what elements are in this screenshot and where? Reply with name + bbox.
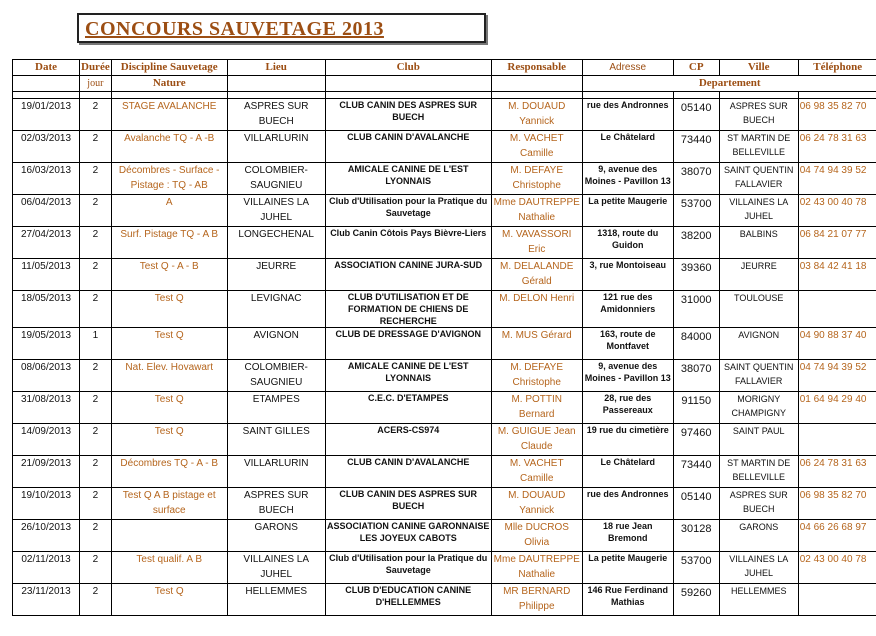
cell-date[interactable]: 11/05/2013 [13, 259, 80, 291]
cell-cp[interactable]: 30128 [673, 520, 719, 552]
table-row[interactable] [13, 259, 876, 291]
cell-adresse[interactable]: 19 rue du cimetière [582, 424, 673, 456]
cell-ville[interactable]: VILLAINES LA JUHEL [719, 195, 798, 227]
cell-discipline[interactable] [111, 520, 227, 552]
cell-cp[interactable]: 97460 [673, 424, 719, 456]
cell-discipline[interactable]: Avalanche TQ - A -B [111, 131, 227, 163]
cell-club[interactable]: CLUB CANIN D'AVALANCHE [325, 131, 491, 163]
cell-telephone[interactable]: 03 84 42 41 18 [798, 259, 876, 291]
concours-table [12, 59, 876, 616]
cell-responsable[interactable]: M. GUIGUE Jean Claude [491, 424, 582, 456]
cell-date[interactable]: 27/04/2013 [13, 227, 80, 259]
cell-discipline[interactable]: Décombres TQ - A - B [111, 456, 227, 488]
cell-club[interactable]: C.E.C. D'ETAMPES [325, 392, 491, 424]
cell-club[interactable]: Club d'Utilisation pour la Pratique du Sauvetage [325, 195, 491, 227]
cell-ville[interactable]: MORIGNY CHAMPIGNY [719, 392, 798, 424]
cell-adresse[interactable]: 1318, route du Guidon [582, 227, 673, 259]
cell-duree[interactable]: 2 [80, 488, 112, 520]
cell-cp[interactable]: 73440 [673, 131, 719, 163]
header-duree: Durée [80, 60, 112, 76]
cell-club[interactable]: CLUB DE DRESSAGE D'AVIGNON [325, 328, 491, 360]
cell-adresse[interactable]: 9, avenue des Moines - Pavillon 13 [582, 163, 673, 195]
cell-club[interactable]: CLUB D'EDUCATION CANINE D'HELLEMMES [325, 584, 491, 616]
cell-telephone[interactable]: 06 98 35 82 70 [798, 99, 876, 131]
table-row[interactable] [13, 328, 876, 360]
header-club: Club [325, 60, 491, 76]
table-row[interactable] [13, 163, 876, 195]
cell-responsable[interactable]: Mme DAUTREPPE Nathalie [491, 195, 582, 227]
cell-telephone[interactable]: 06 24 78 31 63 [798, 456, 876, 488]
cell-date[interactable]: 26/10/2013 [13, 520, 80, 552]
cell-responsable[interactable]: M. DEFAYE Christophe [491, 360, 582, 392]
cell-date[interactable]: 18/05/2013 [13, 291, 80, 328]
cell-date[interactable]: 02/11/2013 [13, 552, 80, 584]
cell-date[interactable]: 23/11/2013 [13, 584, 80, 616]
cell-discipline[interactable]: Test Q [111, 291, 227, 328]
cell-club[interactable]: AMICALE CANINE DE L'EST LYONNAIS [325, 163, 491, 195]
cell-adresse[interactable]: 18 rue Jean Bremond [582, 520, 673, 552]
cell-telephone[interactable]: 06 24 78 31 63 [798, 131, 876, 163]
cell-cp[interactable]: 73440 [673, 456, 719, 488]
header-row-2 [13, 76, 876, 92]
cell-cp[interactable]: 59260 [673, 584, 719, 616]
header-date: Date [13, 60, 80, 76]
cell-ville[interactable]: HELLEMMES [719, 584, 798, 616]
cell-ville[interactable]: TOULOUSE [719, 291, 798, 328]
cell-cp[interactable]: 53700 [673, 552, 719, 584]
cell-telephone[interactable]: 06 98 35 82 70 [798, 488, 876, 520]
cell-lieu[interactable]: VILLAINES LA JUHEL [227, 552, 325, 584]
cell-cp[interactable]: 84000 [673, 328, 719, 360]
cell-telephone[interactable]: 01 64 94 29 40 [798, 392, 876, 424]
cell-duree[interactable]: 2 [80, 227, 112, 259]
cell-lieu[interactable]: VILLARLURIN [227, 131, 325, 163]
table-row[interactable] [13, 360, 876, 392]
cell-adresse[interactable]: La petite Maugerie [582, 552, 673, 584]
table-row[interactable] [13, 392, 876, 424]
cell-duree[interactable]: 2 [80, 195, 112, 227]
cell-telephone[interactable]: 02 43 00 40 78 [798, 552, 876, 584]
cell-cp[interactable]: 05140 [673, 99, 719, 131]
cell-duree[interactable]: 2 [80, 520, 112, 552]
cell-ville[interactable]: BALBINS [719, 227, 798, 259]
cell-club[interactable]: Club d'Utilisation pour la Pratique du Sauvetage [325, 552, 491, 584]
table-row[interactable] [13, 291, 876, 328]
cell-lieu[interactable]: HELLEMMES [227, 584, 325, 616]
cell-cp[interactable]: 38070 [673, 360, 719, 392]
cell-discipline[interactable]: Décombres - Surface - Pistage : TQ - AB [111, 163, 227, 195]
cell-discipline[interactable]: STAGE AVALANCHE [111, 99, 227, 131]
table-row[interactable] [13, 488, 876, 520]
cell-date[interactable]: 31/08/2013 [13, 392, 80, 424]
cell-date[interactable]: 19/01/2013 [13, 99, 80, 131]
cell-adresse[interactable]: 3, rue Montoiseau [582, 259, 673, 291]
cell-date[interactable]: 08/06/2013 [13, 360, 80, 392]
cell-responsable[interactable]: MR BERNARD Philippe [491, 584, 582, 616]
cell-ville[interactable]: ASPRES SUR BUECH [719, 99, 798, 131]
cell-lieu[interactable]: VILLAINES LA JUHEL [227, 195, 325, 227]
cell-adresse[interactable]: 9, avenue des Moines - Pavillon 13 [582, 360, 673, 392]
cell-discipline[interactable]: Nat. Elev. Hovawart [111, 360, 227, 392]
spreadsheet [12, 59, 876, 616]
cell-telephone[interactable] [798, 291, 876, 328]
table-row[interactable] [13, 520, 876, 552]
cell-duree[interactable]: 2 [80, 392, 112, 424]
cell-telephone[interactable]: 04 74 94 39 52 [798, 163, 876, 195]
cell-cp[interactable]: 53700 [673, 195, 719, 227]
cell-ville[interactable]: ST MARTIN DE BELLEVILLE [719, 456, 798, 488]
table-row[interactable] [13, 456, 876, 488]
header-row-1 [13, 60, 876, 76]
cell-discipline[interactable]: Test Q [111, 584, 227, 616]
cell-telephone[interactable]: 04 66 26 68 97 [798, 520, 876, 552]
cell-adresse[interactable]: rue des Andronnes [582, 99, 673, 131]
cell-date[interactable]: 06/04/2013 [13, 195, 80, 227]
cell-lieu[interactable]: COLOMBIER-SAUGNIEU [227, 360, 325, 392]
cell-adresse[interactable]: rue des Andronnes [582, 488, 673, 520]
table-row[interactable] [13, 584, 876, 616]
table-row[interactable] [13, 99, 876, 131]
cell-lieu[interactable]: ETAMPES [227, 392, 325, 424]
cell-responsable[interactable]: M. DOUAUD Yannick [491, 99, 582, 131]
header-departement: Departement [582, 76, 876, 92]
cell-club[interactable]: ACERS-CS974 [325, 424, 491, 456]
cell-cp[interactable]: 91150 [673, 392, 719, 424]
cell-discipline[interactable]: Test Q A B pistage et surface [111, 488, 227, 520]
cell-ville[interactable]: SAINT QUENTIN FALLAVIER [719, 163, 798, 195]
cell-telephone[interactable]: 04 90 88 37 40 [798, 328, 876, 360]
cell-adresse[interactable]: La petite Maugerie [582, 195, 673, 227]
cell-discipline[interactable]: A [111, 195, 227, 227]
cell-club[interactable]: Club Canin Côtois Pays Bièvre-Liers [325, 227, 491, 259]
cell-lieu[interactable]: COLOMBIER-SAUGNIEU [227, 163, 325, 195]
cell-cp[interactable]: 31000 [673, 291, 719, 328]
cell-club[interactable]: CLUB CANIN DES ASPRES SUR BUECH [325, 99, 491, 131]
cell-lieu[interactable]: LONGECHENAL [227, 227, 325, 259]
cell-duree[interactable]: 1 [80, 328, 112, 360]
cell-responsable[interactable]: M. DOUAUD Yannick [491, 488, 582, 520]
cell-ville[interactable]: JEURRE [719, 259, 798, 291]
cell-telephone[interactable]: 06 84 21 07 77 [798, 227, 876, 259]
cell-ville[interactable]: GARONS [719, 520, 798, 552]
cell-lieu[interactable]: ASPRES SUR BUECH [227, 99, 325, 131]
cell-responsable[interactable]: M. DELON Henri [491, 291, 582, 328]
cell-duree[interactable]: 2 [80, 456, 112, 488]
cell-responsable[interactable]: M. VACHET Camille [491, 456, 582, 488]
header-telephone: Téléphone [798, 60, 876, 76]
cell-club[interactable]: CLUB CANIN DES ASPRES SUR BUECH [325, 488, 491, 520]
cell-adresse[interactable]: Le Châtelard [582, 131, 673, 163]
cell-responsable[interactable]: M. MUS Gérard [491, 328, 582, 360]
cell-lieu[interactable]: JEURRE [227, 259, 325, 291]
cell-lieu[interactable]: GARONS [227, 520, 325, 552]
cell-date[interactable]: 02/03/2013 [13, 131, 80, 163]
cell-ville[interactable]: SAINT PAUL [719, 424, 798, 456]
cell-adresse[interactable]: 28, rue des Passereaux [582, 392, 673, 424]
cell-responsable[interactable]: M. VAVASSORI Eric [491, 227, 582, 259]
cell-date[interactable]: 21/09/2013 [13, 456, 80, 488]
cell-lieu[interactable]: SAINT GILLES [227, 424, 325, 456]
table-row[interactable] [13, 227, 876, 259]
cell-discipline[interactable]: Test Q - A - B [111, 259, 227, 291]
cell-cp[interactable]: 05140 [673, 488, 719, 520]
cell-duree[interactable]: 2 [80, 584, 112, 616]
cell-adresse[interactable]: 163, route de Montfavet [582, 328, 673, 360]
cell-discipline[interactable]: Test Q [111, 328, 227, 360]
cell-lieu[interactable]: ASPRES SUR BUECH [227, 488, 325, 520]
header-nature: Nature [111, 76, 227, 92]
cell-adresse[interactable]: Le Châtelard [582, 456, 673, 488]
cell-club[interactable]: AMICALE CANINE DE L'EST LYONNAIS [325, 360, 491, 392]
cell-responsable[interactable]: M. DEFAYE Christophe [491, 163, 582, 195]
header-responsable: Responsable [491, 60, 582, 76]
cell-discipline[interactable]: Test Q [111, 424, 227, 456]
header-discipline: Discipline Sauvetage [111, 60, 227, 76]
cell-adresse[interactable]: 146 Rue Ferdinand Mathias [582, 584, 673, 616]
cell-telephone[interactable] [798, 584, 876, 616]
cell-duree[interactable]: 2 [80, 163, 112, 195]
header-adresse: Adresse [582, 60, 673, 76]
table-row[interactable] [13, 195, 876, 227]
cell-date[interactable]: 19/05/2013 [13, 328, 80, 360]
cell-responsable[interactable]: Mlle DUCROS Olivia [491, 520, 582, 552]
header-lieu: Lieu [227, 60, 325, 76]
cell-duree[interactable]: 2 [80, 424, 112, 456]
cell-discipline[interactable]: Test qualif. A B [111, 552, 227, 584]
cell-telephone[interactable]: 02 43 00 40 78 [798, 195, 876, 227]
cell-lieu[interactable]: LEVIGNAC [227, 291, 325, 328]
cell-club[interactable]: ASSOCIATION CANINE JURA-SUD [325, 259, 491, 291]
cell-telephone[interactable] [798, 424, 876, 456]
cell-responsable[interactable]: Mme DAUTREPPE Nathalie [491, 552, 582, 584]
cell-ville[interactable]: VILLAINES LA JUHEL [719, 552, 798, 584]
cell-date[interactable]: 16/03/2013 [13, 163, 80, 195]
cell-lieu[interactable]: VILLARLURIN [227, 456, 325, 488]
table-row[interactable] [13, 131, 876, 163]
cell-club[interactable]: ASSOCIATION CANINE GARONNAISE LES JOYEUX CABOTS [325, 520, 491, 552]
cell-duree[interactable]: 2 [80, 99, 112, 131]
cell-duree[interactable]: 2 [80, 259, 112, 291]
cell-date[interactable]: 19/10/2013 [13, 488, 80, 520]
cell-cp[interactable]: 38070 [673, 163, 719, 195]
cell-duree[interactable]: 2 [80, 552, 112, 584]
cell-discipline[interactable]: Test Q [111, 392, 227, 424]
cell-responsable[interactable]: M. DELALANDE Gérald [491, 259, 582, 291]
cell-duree[interactable]: 2 [80, 291, 112, 328]
cell-ville[interactable]: SAINT QUENTIN FALLAVIER [719, 360, 798, 392]
cell-duree[interactable]: 2 [80, 360, 112, 392]
cell-ville[interactable]: AVIGNON [719, 328, 798, 360]
cell-club[interactable]: CLUB CANIN D'AVALANCHE [325, 456, 491, 488]
header-cp: CP [673, 60, 719, 76]
table-row[interactable] [13, 424, 876, 456]
cell-ville[interactable]: ST MARTIN DE BELLEVILLE [719, 131, 798, 163]
cell-duree[interactable]: 2 [80, 131, 112, 163]
cell-discipline[interactable]: Surf. Pistage TQ - A B [111, 227, 227, 259]
cell-responsable[interactable]: M. VACHET Camille [491, 131, 582, 163]
cell-cp[interactable]: 38200 [673, 227, 719, 259]
sheet-title: CONCOURS SAUVETAGE 2013 [85, 18, 384, 40]
cell-responsable[interactable]: M. POTTIN Bernard [491, 392, 582, 424]
cell-club[interactable]: CLUB D'UTILISATION ET DE FORMATION DE CHIENS DE RECHERCHE [325, 291, 491, 328]
cell-adresse[interactable]: 121 rue des Amidonniers [582, 291, 673, 328]
table-row[interactable] [13, 552, 876, 584]
cell-cp[interactable]: 39360 [673, 259, 719, 291]
spacer-row [13, 92, 876, 99]
cell-telephone[interactable]: 04 74 94 39 52 [798, 360, 876, 392]
header-ville: Ville [719, 60, 798, 76]
title-box [77, 13, 486, 43]
header-jour: jour [80, 76, 112, 92]
cell-lieu[interactable]: AVIGNON [227, 328, 325, 360]
cell-date[interactable]: 14/09/2013 [13, 424, 80, 456]
cell-ville[interactable]: ASPRES SUR BUECH [719, 488, 798, 520]
